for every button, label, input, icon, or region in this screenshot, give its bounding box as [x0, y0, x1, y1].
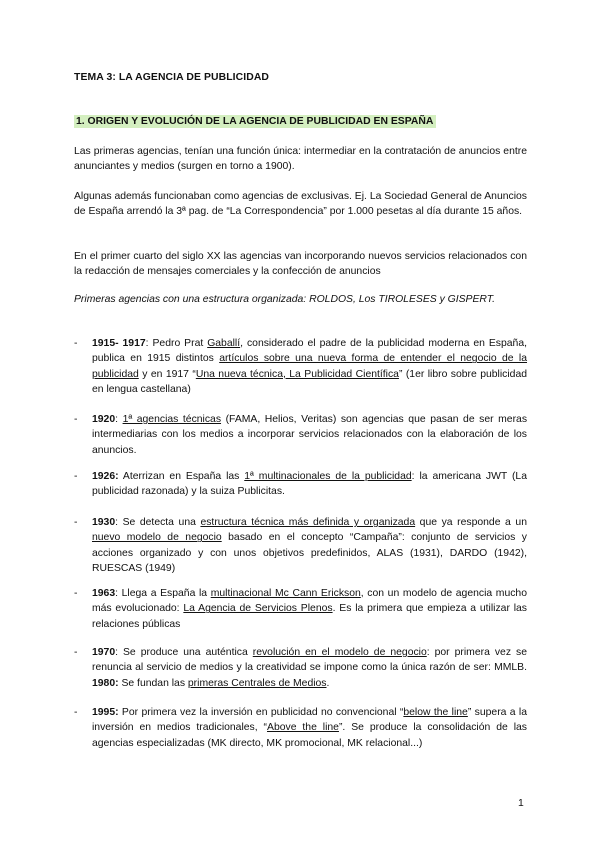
- bullet-text: ”. Se produce la consolidación de las agencias especializadas (MK directo, MK promocional, MK relacional...): [92, 722, 527, 749]
- bullet-text: (FAMA, Helios, Veritas) son agencias que pasan de ser meras intermediarias con los medios a incorporar servicios relacionados con la elaboración de los anuncios.: [92, 414, 528, 456]
- bullet-year: 1915- 1917: [92, 338, 146, 349]
- bullet-text: , con un modelo de agencia mucho más evolucionado:: [92, 588, 527, 615]
- bullet-year: 1926:: [92, 471, 119, 482]
- underlined-text: revolución en el modelo de negocio: [252, 647, 427, 658]
- underlined-text: artículos sobre una nueva forma de entender el negocio de la publicidad: [92, 353, 528, 380]
- intro-paragraph-4: Primeras agencias con una estructura organizada: ROLDOS, Los TIROLESES y GISPERT.: [74, 294, 496, 305]
- bullet-year: 1980:: [92, 677, 119, 689]
- page-title: TEMA 3: LA AGENCIA DE PUBLICIDAD: [74, 72, 270, 83]
- bullet-text: ” supera a la inversión en medios tradicionales, “: [92, 707, 527, 734]
- bullet-text: y en 1917 “: [138, 368, 196, 380]
- underlined-text: Above the line: [267, 722, 339, 734]
- underlined-text: Gaballí: [207, 338, 241, 349]
- bullet-text: : por primera vez se renuncia al servicio de medios y la creatividad se impone como la única razón de ser: MMLB.: [92, 647, 527, 674]
- bullet-1995: [92, 705, 527, 751]
- bullet-marker: -: [74, 517, 78, 528]
- bullet-year: 1970: [92, 647, 116, 658]
- bullet-1926: [92, 469, 527, 500]
- intro-paragraph-2: Algunas además funcionaban como agencias de exclusivas. Ej. La Sociedad General de Anuncios de España arrendó la 3ª pag. de “La Correspondencia” por 1.000 pesetas al día durante 15 años.: [74, 191, 527, 218]
- page-number: 1: [518, 798, 524, 809]
- bullet-marker: -: [74, 414, 78, 425]
- bullet-1915-1917: [92, 336, 527, 398]
- bullet-text: ” (1er libro sobre publicidad en lengua castellana): [92, 368, 528, 396]
- bullet-text: Por primera vez la inversión en publicidad no convencional “: [118, 707, 404, 718]
- underlined-text: 1ª multinacionales de la publicidad: [244, 471, 412, 482]
- underlined-text: 1ª agencias técnicas: [122, 414, 222, 425]
- underlined-text: estructura técnica más definida y organizada: [200, 517, 416, 528]
- underlined-text: multinacional Mc Cann Erickson: [210, 588, 361, 599]
- intro-paragraph-3: En el primer cuarto del siglo XX las agencias van incorporando nuevos servicios relacionados con la redacción de mensajes comerciales y la confección de anuncios: [74, 251, 527, 278]
- underlined-text: below the line: [403, 707, 468, 718]
- bullet-text: Aterrizan en España las: [118, 471, 245, 482]
- bullet-text: : Se produce una auténtica: [115, 647, 253, 658]
- bullet-text: basado en el concepto “Campaña”: conjunto de servicios y acciones organizado y con unos objetivos predefinidos, ALAS (1931), DARDO (1942), RUESCAS (1949): [92, 532, 527, 575]
- bullet-marker: -: [74, 588, 78, 599]
- bullet-text: : Llega a España la: [115, 588, 211, 599]
- bullet-1930: [92, 515, 527, 577]
- bullet-text: . Es la primera que empieza a utilizar las relaciones públicas: [92, 603, 527, 630]
- intro-paragraph-1: Las primeras agencias, tenían una función única: intermediar en la contratación de anuncios entre anunciantes y medios (surgen en torno a 1900).: [74, 146, 527, 173]
- bullet-1920: [92, 412, 527, 458]
- underlined-text: Una nueva técnica, La Publicidad Científica: [195, 368, 399, 380]
- bullet-marker: -: [74, 647, 78, 658]
- bullet-year: 1930: [92, 517, 116, 528]
- underlined-text: primeras Centrales de Medios: [187, 677, 327, 689]
- bullet-year: 1963: [92, 588, 116, 599]
- bullet-text: .: [326, 677, 330, 689]
- bullet-marker: -: [74, 707, 78, 718]
- bullet-marker: -: [74, 338, 78, 349]
- bullet-text: , considerado el padre de la publicidad moderna en España, publica en 1915 distintos: [92, 338, 527, 365]
- underlined-text: nuevo modelo de negocio: [92, 532, 222, 544]
- bullet-year: 1995:: [92, 707, 119, 718]
- bullet-text: :: [115, 414, 123, 425]
- bullet-1970: [92, 645, 527, 691]
- bullet-1963: [92, 586, 527, 632]
- underlined-text: La Agencia de Servicios Plenos: [183, 603, 333, 615]
- bullet-text: : la americana JWT (La publicidad razonada) y la suiza Publicitas.: [92, 471, 527, 498]
- bullet-year: 1920: [92, 414, 116, 425]
- bullet-text: : Se detecta una: [115, 517, 201, 528]
- section-heading: 1. ORIGEN Y EVOLUCIÓN DE LA AGENCIA DE PUBLICIDAD EN ESPAÑA: [74, 115, 436, 128]
- bullet-marker: -: [74, 471, 78, 482]
- bullet-text: Se fundan las: [118, 677, 188, 689]
- bullet-text: que ya responde a un: [415, 517, 527, 528]
- bullet-text: : Pedro Prat: [145, 338, 208, 349]
